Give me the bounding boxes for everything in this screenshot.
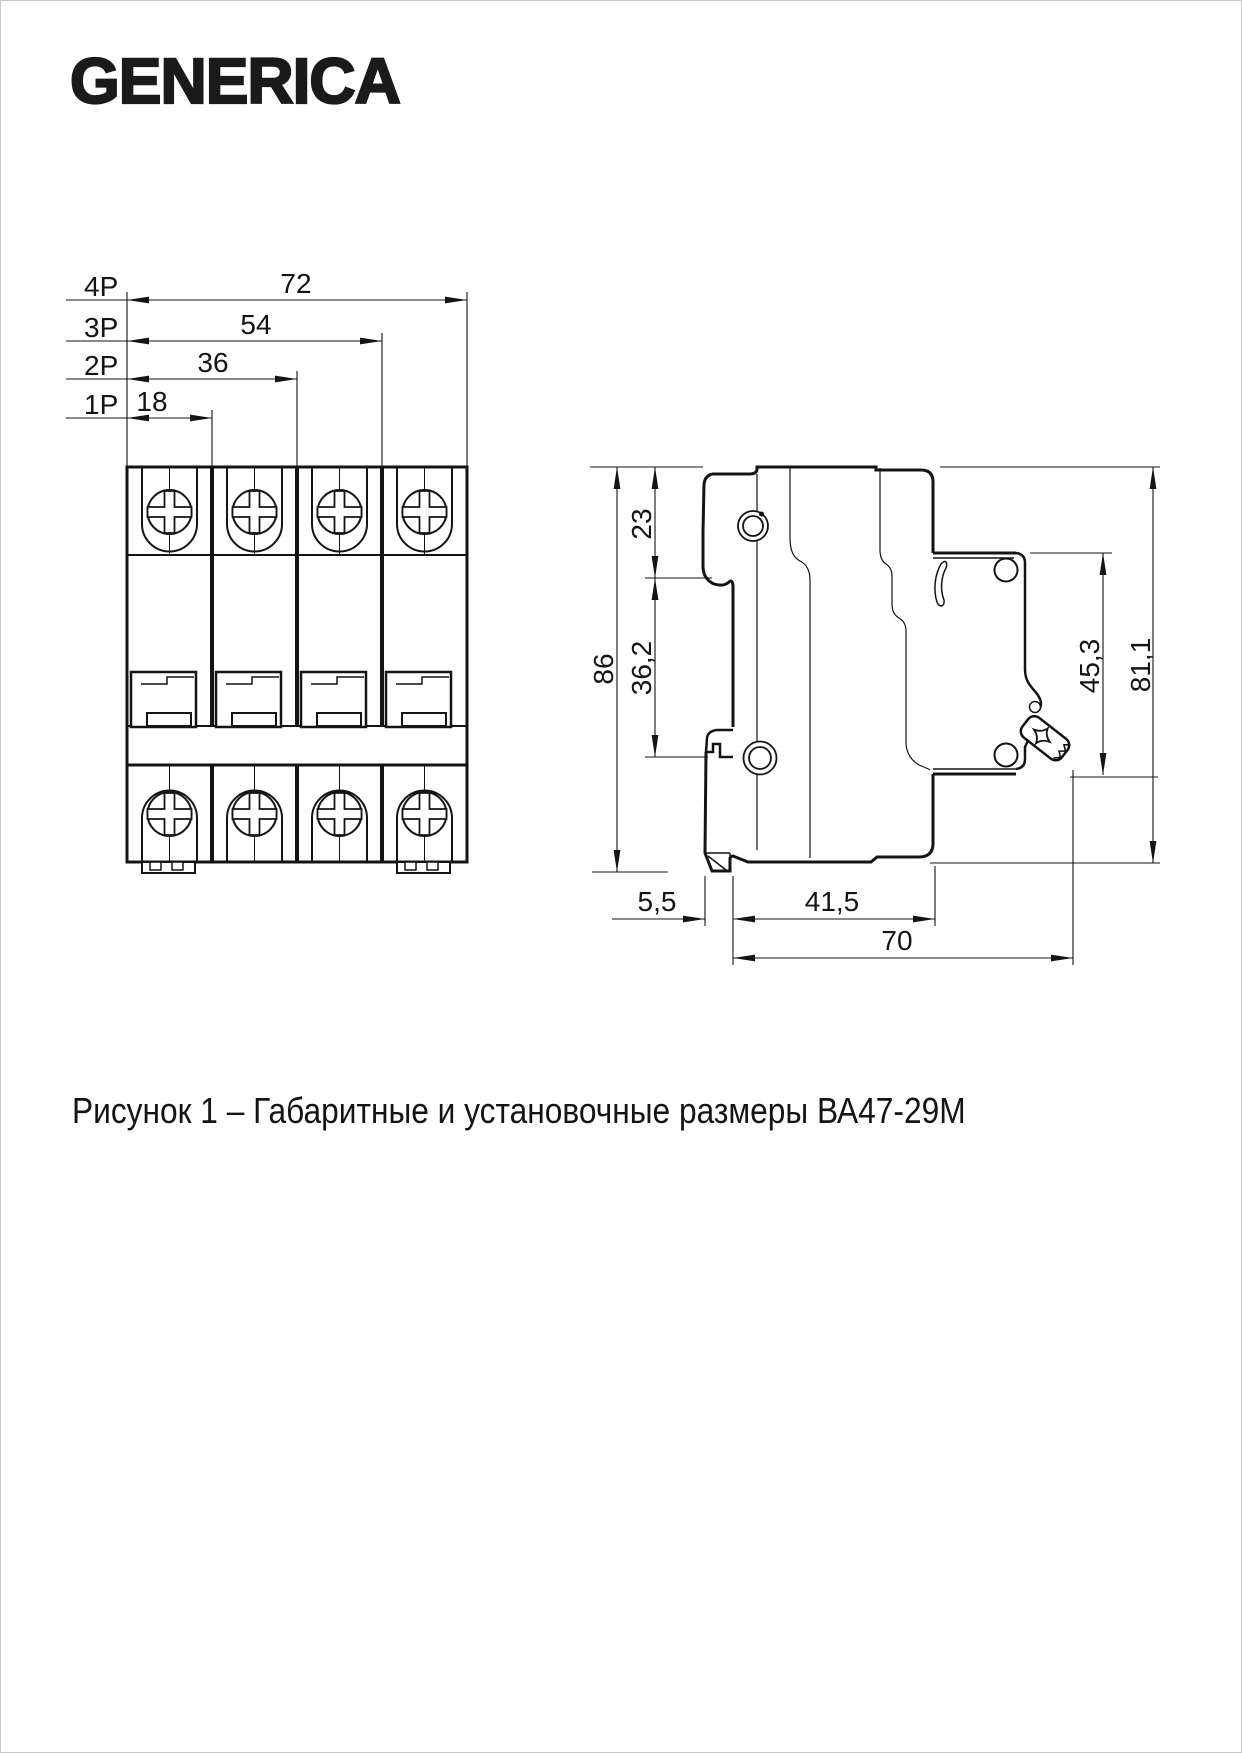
dim-total-depth: 70: [881, 925, 913, 956]
dim-bracket-span: 45,3: [1074, 638, 1105, 694]
dim-width-3p: 54: [240, 309, 272, 340]
mounting-feet: [142, 862, 450, 873]
dim-width-1p: 18: [136, 386, 168, 417]
pole-label-1p: 1P: [84, 389, 119, 420]
generica-logo: GENERICA: [70, 45, 400, 117]
dim-width-2p: 36: [197, 347, 229, 378]
side-view-dimensions: [588, 467, 1160, 965]
dim-body-depth: 41,5: [804, 886, 860, 917]
front-view: [127, 467, 467, 873]
din-rail-brackets: [933, 553, 1041, 774]
dim-top-step: 23: [626, 508, 657, 540]
figure-caption: Рисунок 1 – Габаритные и установочные размеры ВА47-29М: [72, 1090, 966, 1131]
dim-width-4p: 72: [280, 268, 312, 299]
front-view-dimensions: [66, 268, 467, 467]
pole-label-4p: 4P: [84, 271, 119, 302]
pole-label-2p: 2P: [84, 350, 119, 381]
dim-mid-step: 36,2: [626, 640, 657, 696]
side-view: [703, 467, 1072, 871]
dim-height-total: 86: [588, 653, 619, 685]
dim-terminal-offset: 5,5: [637, 886, 677, 917]
dim-back-height: 81,1: [1125, 637, 1156, 693]
lever-pivot: [1030, 702, 1041, 713]
pole-label-3p: 3P: [84, 312, 119, 343]
side-slot-detail: [935, 561, 947, 605]
